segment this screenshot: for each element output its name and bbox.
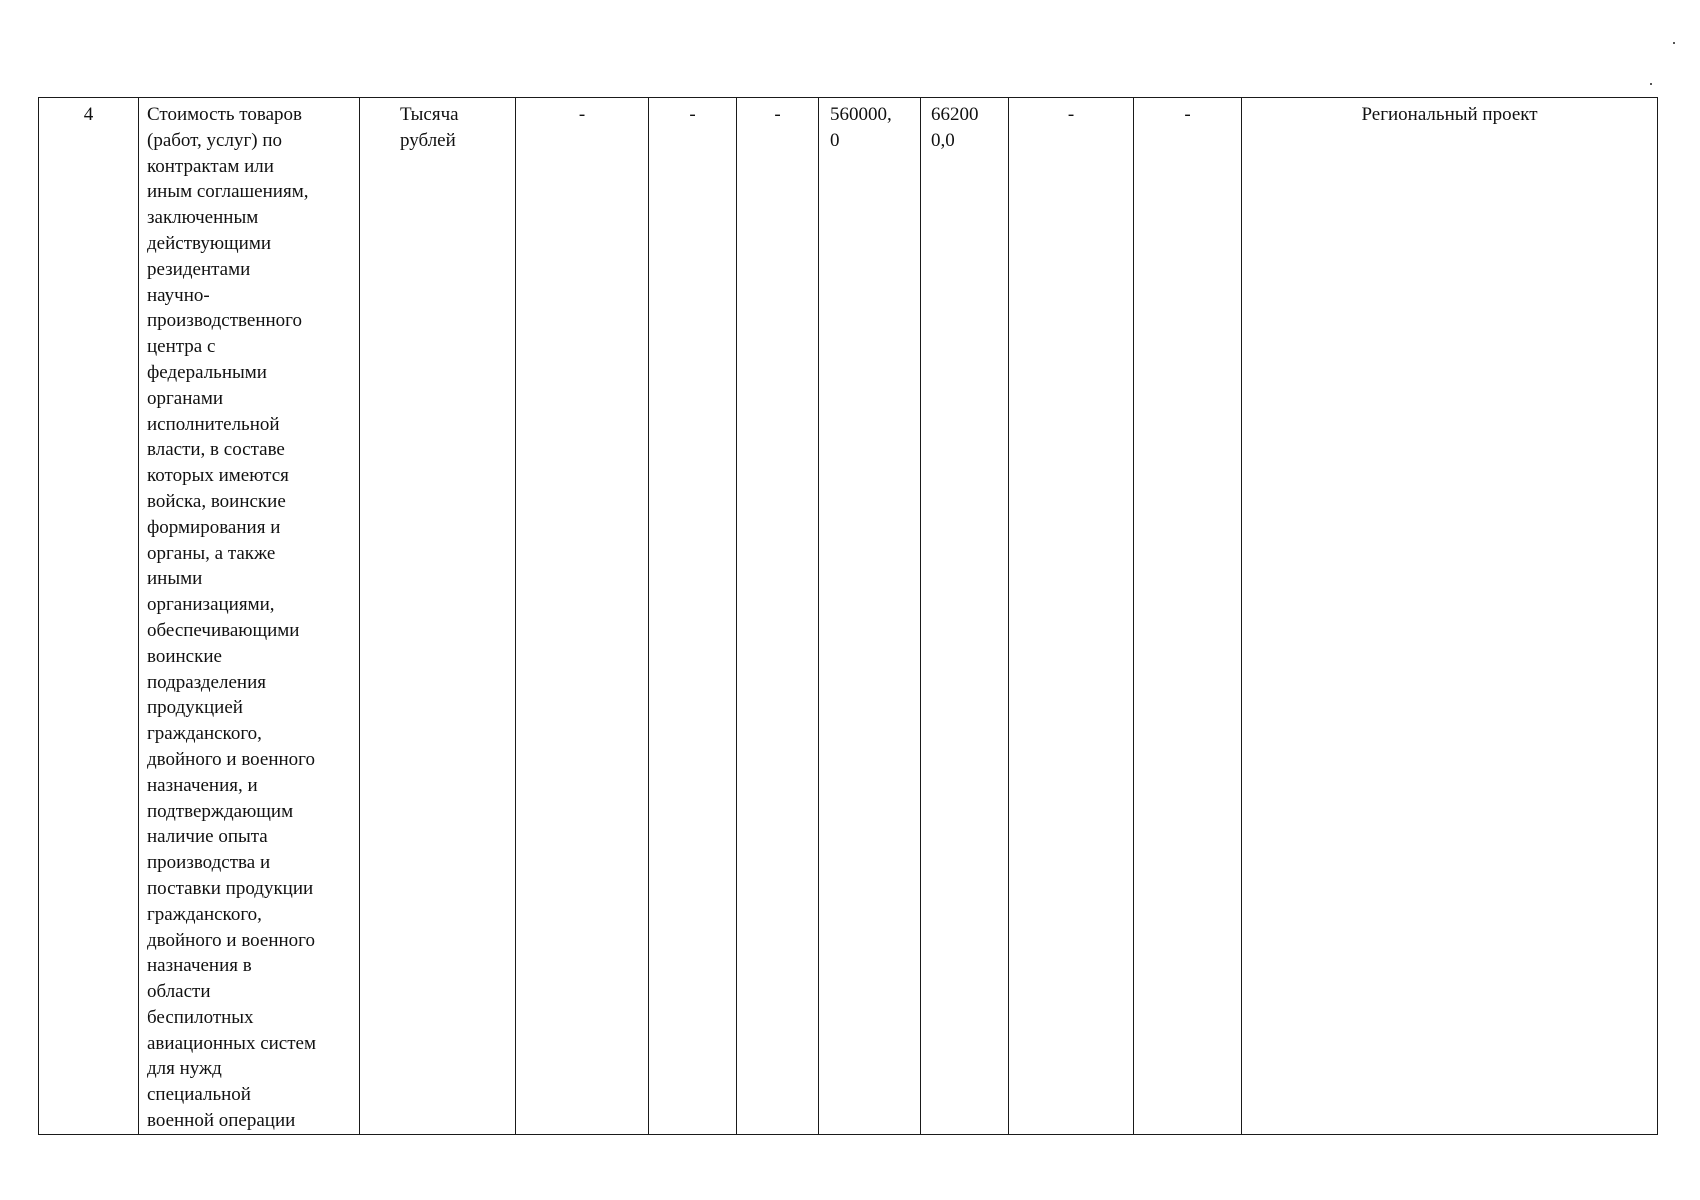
unit-cell [360, 98, 516, 1135]
row-number: 4 [83, 104, 94, 125]
indicator-name-line: для нужд [147, 1058, 222, 1080]
indicator-name-line: исполнительной [147, 413, 280, 435]
indicator-name-line: подтверждающим [147, 800, 294, 822]
value-cell-7 [819, 98, 921, 1135]
indicator-name-line: органами [147, 387, 224, 409]
indicator-name-line: (работ, услуг) по [147, 129, 283, 151]
indicator-name-line: научно- [147, 284, 210, 306]
indicator-name-line: иными [147, 568, 203, 590]
value-10: - [1184, 104, 1191, 125]
value-7-line-1: 560000, [830, 104, 892, 125]
indicator-name-line: войска, воинские [147, 490, 286, 512]
value-4: - [578, 104, 586, 125]
indicator-name-line: производства и [147, 852, 271, 874]
value-6: - [774, 104, 781, 125]
indicator-name-line: федеральными [147, 361, 267, 383]
indicator-name-line: организациями, [147, 594, 275, 616]
indicator-name-line: авиационных систем [147, 1032, 316, 1054]
table-row [39, 98, 1658, 1135]
value-8-line-2: 0,0 [931, 129, 955, 151]
indicator-name-line: двойного и военного [147, 748, 315, 770]
value-9: - [1067, 104, 1075, 125]
value-cell-5 [649, 98, 737, 1135]
indicator-name-line: которых имеются [147, 465, 289, 487]
indicator-name-line: органы, а также [147, 542, 276, 564]
row-number-cell [39, 98, 139, 1135]
indicator-name-line: производственного [147, 310, 302, 332]
indicator-name-line: обеспечивающими [147, 619, 300, 641]
value-cell-6 [737, 98, 819, 1135]
indicator-name-line: военной операции [147, 1110, 296, 1132]
value-8-line-1: 66200 [931, 104, 979, 125]
indicators-table [38, 97, 1658, 1135]
indicator-name-line: формирования и [147, 516, 281, 538]
indicator-name-line: резидентами [147, 258, 251, 280]
source-text: Региональный проект [1361, 104, 1538, 125]
source-cell [1242, 98, 1658, 1135]
indicator-name-line: назначения в [147, 955, 252, 977]
value-cell-10 [1134, 98, 1242, 1135]
value-7-line-2: 0 [830, 129, 840, 151]
indicator-name-line: центра с [147, 336, 216, 358]
indicator-name-line: продукцией [147, 697, 243, 719]
indicator-name-line: власти, в составе [147, 439, 285, 461]
indicator-name-line: назначения, и [147, 774, 258, 796]
indicator-name-line: гражданского, [147, 723, 262, 745]
indicator-name-line: действующими [147, 232, 272, 254]
value-cell-8 [921, 98, 1009, 1135]
indicator-name-line: наличие опыта [147, 826, 268, 848]
indicator-name-line: области [147, 981, 211, 1003]
scan-speck [1650, 83, 1652, 85]
value-cell-9 [1009, 98, 1134, 1135]
indicator-name-text [147, 102, 351, 1134]
value-cell-4 [516, 98, 649, 1135]
indicator-name-line: подразделения [147, 671, 266, 693]
indicator-name-line: гражданского, [147, 903, 262, 925]
indicator-name-line: Стоимость товаров [147, 104, 302, 125]
value-5: - [689, 104, 696, 125]
indicator-name-line: беспилотных [147, 1006, 254, 1028]
unit-line-1: Тысяча [400, 104, 459, 125]
indicator-name-line: контрактам или [147, 155, 274, 177]
indicator-name-line: поставки продукции [147, 877, 314, 899]
unit-line-2: рублей [400, 129, 456, 151]
indicator-name-line: воинские [147, 645, 222, 667]
indicator-name-cell [139, 98, 360, 1135]
indicator-name-line: специальной [147, 1084, 251, 1106]
indicator-name-line: заключенным [147, 207, 259, 229]
indicator-name-line: двойного и военного [147, 929, 315, 951]
scan-speck [1673, 42, 1675, 44]
indicator-name-line: иным соглашениям, [147, 181, 309, 203]
